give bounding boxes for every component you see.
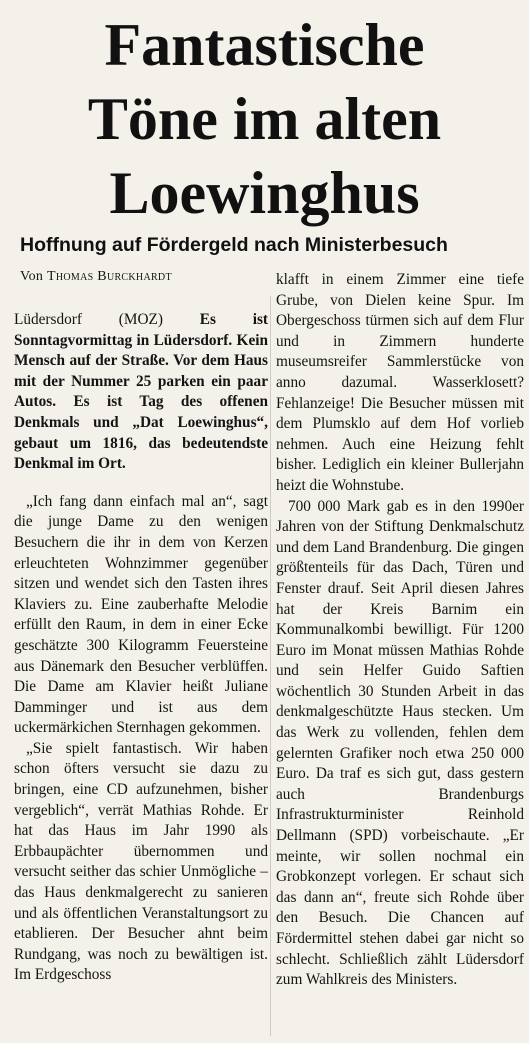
subheadline: Hoffnung auf Fördergeld nach Ministerbesuch [20, 234, 448, 256]
byline [20, 268, 270, 286]
article-column-right [276, 270, 524, 991]
dateline: Lüdersdorf (MOZ) [14, 311, 200, 328]
body-paragraph: „Ich fang dann einfach mal an“, sagt die junge Dame zu den wenigen Besuchern die ihr in dem von Kerzen erleuchteten Wohnzimmer gegenüber sitzen und wendet sich den Tasten ihres Klaviers zu. Eine zauberhafte Melodie erfüllt den Raum, in dem in einer Ecke geschätzte 300 Kilogramm Feuersteine aus Dänemark den Besucher verblüffen. Die Dame am Klavier heißt Juliane Damminger und ist aus dem uckermärkichen Sternhagen gekommen. [14, 492, 268, 737]
headline [6, 8, 523, 230]
column-divider [270, 296, 271, 1036]
byline-author: Thomas Burckhardt [47, 269, 172, 284]
lead-text: Es ist Sonntagvormittag in Lüdersdorf. Kein Mensch auf der Straße. Vor dem Haus mit der Nummer 25 parken ein paar Autos. Es ist Tag des offenen Denkmals und „Dat Loewinghus“, gebaut um 1816, das bedeutendste Denkmal im Ort. [14, 311, 269, 473]
headline-line-3: Loewinghus [109, 160, 420, 226]
article-column-left [14, 310, 268, 986]
lead-paragraph [14, 310, 268, 475]
byline-prefix: Von [20, 269, 44, 284]
headline-line-1: Fantastische [104, 12, 425, 78]
body-paragraph: „Sie spielt fantastisch. Wir haben schon öfters versucht sie dazu zu bringen, eine CD aufzunehmen, bisher vergeblich“, verrät Mathias Rohde. Er hat das Haus im Jahr 1990 als Erbbaupächter übernommen und versucht seither das schier Unmögliche – das Haus denkmalgerecht zu sanieren und als öffentlichen Veranstaltungsort zu etablieren. Der Besucher ahnt beim Rundgang, was noch zu bewältigen ist. Im Erdgeschoss [14, 739, 268, 984]
body-paragraph: klafft in einem Zimmer eine tiefe Grube, von Dielen keine Spur. Im Obergeschoss türmen sich auf dem Flur und in Zimmern hunderte museumsreifer Sammlerstücke von anno dazumal. Wasserklosett? Fehlanzeige! Die Besucher müssen mit dem Plumsklo auf dem Hof vorlieb nehmen. Auch eine Heizung fehlt bisher. Lediglich ein kleiner Bullerjahn heizt die Wohnstube. [276, 271, 524, 494]
body-paragraph: 700 000 Mark gab es in den 1990er Jahren von der Stiftung Denkmalschutz und dem Land Brandenburg. Die gingen größtenteils für das Dach, Türen und Fenster drauf. Seit April diesen Jahres hat der Kreis Barnim ein Kommunalkombi bewilligt. Für 1200 Euro im Monat müssen Mathias Rohde und sein Helfer Guido Saftien wöchentlich 30 Stunden Arbeit in das denkmalgeschützte Haus stecken. Um das Werk zu vollenden, fehlen dem gelernten Grafiker noch etwa 250 000 Euro. Da traf es sich gut, dass gestern auch Brandenburgs Infrastrukturminister Reinhold Dellmann (SPD) vorbeischaute. „Er meinte, wir sollen nochmal ein Grobkonzept vorlegen. Er schaut sich das dann an“, freute sich Rohde über den Besuch. Die Chancen auf Fördermittel stehen dabei gar nicht so schlecht. Schließlich zählt Lüdersdorf zum Wahlkreis des Ministers. [276, 497, 524, 989]
headline-line-2: Töne im alten [87, 86, 442, 152]
